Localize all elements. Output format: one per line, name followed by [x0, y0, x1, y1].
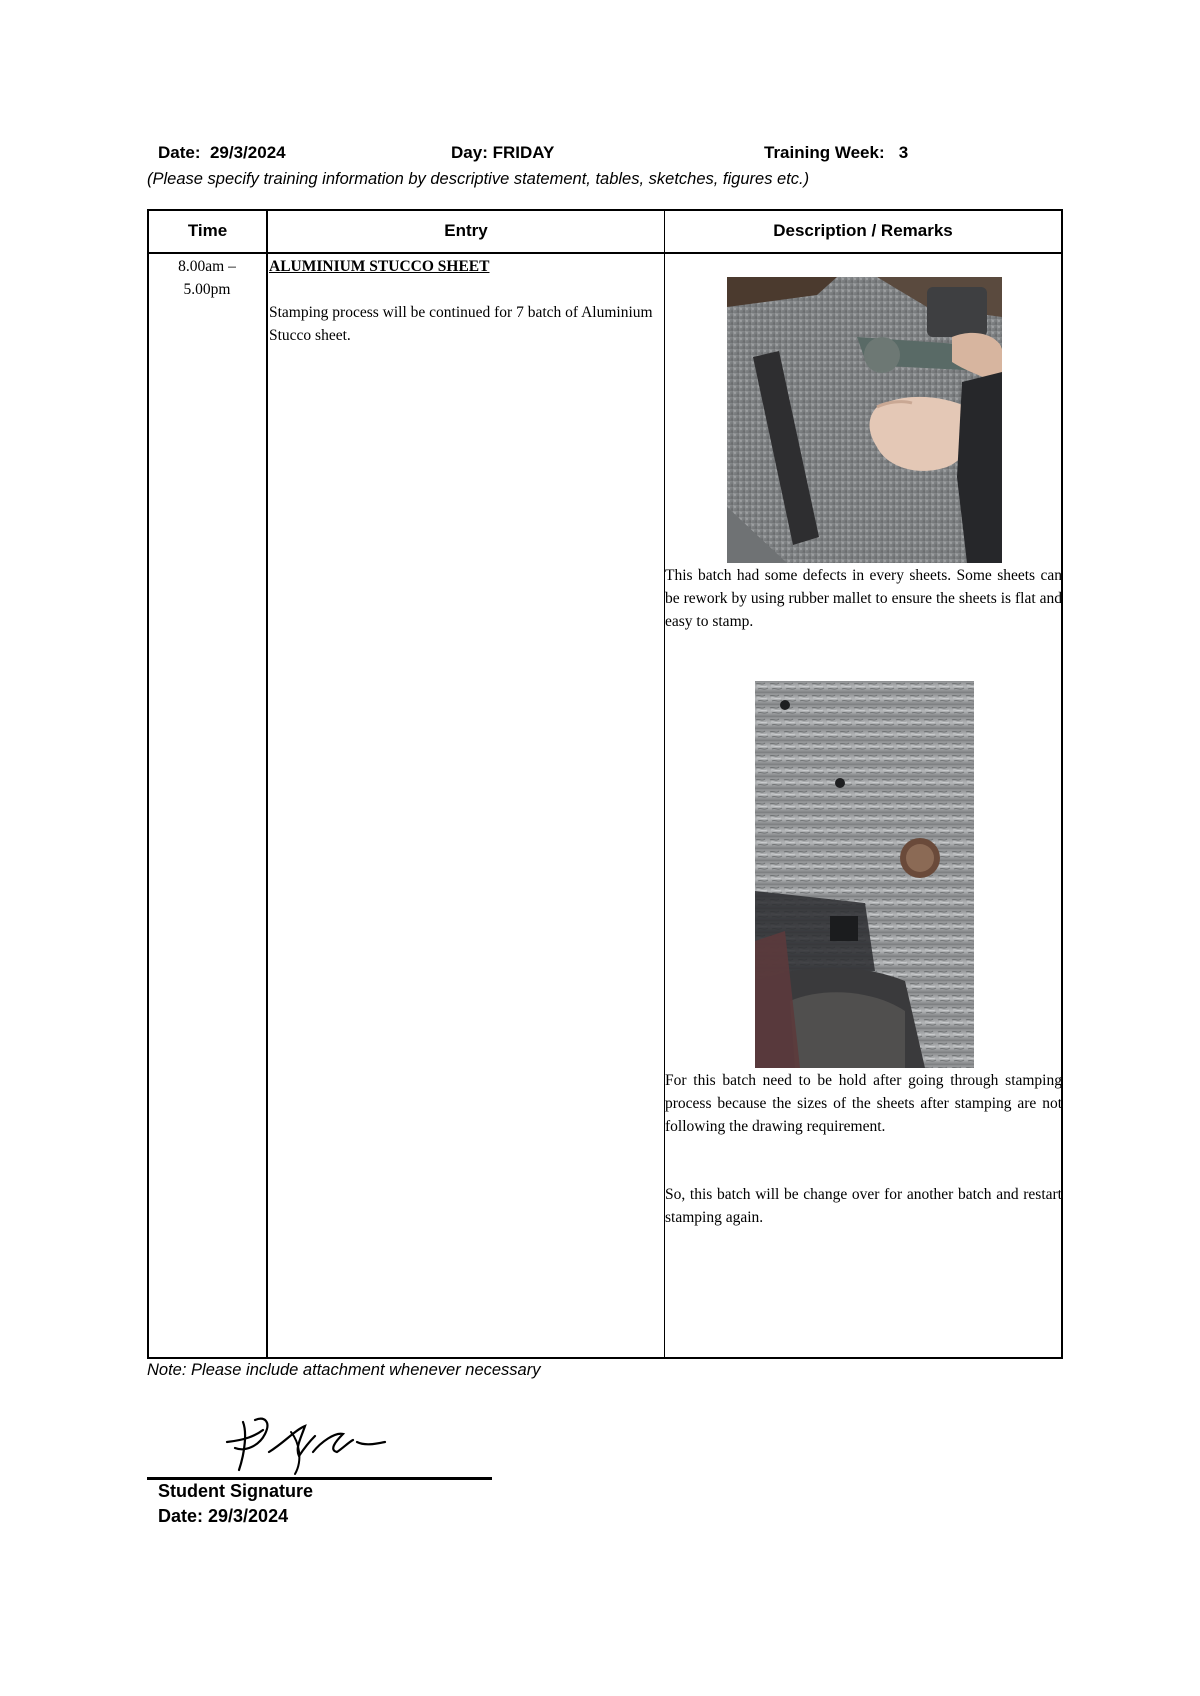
- photo-stamping-sheet-image: [727, 277, 1002, 563]
- training-week-field: Training Week: 3: [764, 143, 909, 162]
- instruction-text: (Please specify training information by descriptive statement, tables, sketches, figures etc.): [147, 170, 810, 188]
- time-end: 5.00pm: [183, 281, 231, 298]
- photo-stamped-sheet-image: [755, 681, 974, 1068]
- training-week-value: 3: [898, 143, 909, 162]
- column-header-time: Time: [187, 221, 228, 240]
- entry-title: ALUMINIUM STUCCO SHEET: [269, 258, 490, 275]
- day-field: Day: FRIDAY: [451, 143, 555, 162]
- photo-stamped-sheet-closeup: [755, 681, 974, 1068]
- date-label: Date: [158, 143, 195, 162]
- remark-change-over: So, this batch will be change over for another batch and restart stamping again.: [665, 1186, 1062, 1226]
- photo-stamping-sheet: [727, 277, 1002, 563]
- date-value: 29/3/2024: [209, 143, 286, 162]
- column-header-entry: Entry: [444, 221, 488, 240]
- time-cell: [153, 255, 261, 301]
- header-divider: [149, 252, 1061, 254]
- time-start: 8.00am –: [178, 258, 236, 275]
- training-log-table: [147, 209, 1063, 1359]
- entry-cell: [269, 255, 665, 347]
- day-value: FRIDAY: [492, 143, 555, 162]
- signature-line: [147, 1477, 492, 1480]
- entry-text: Stamping process will be continued for 7 batch of Aluminium Stucco sheet.: [269, 304, 653, 344]
- day-label: Day: [451, 143, 483, 162]
- attachment-note: Note: Please include attachment whenever necessary: [147, 1361, 541, 1379]
- signature-label: Student Signature: [158, 1481, 314, 1501]
- signature-date: Date: 29/3/2024: [158, 1506, 289, 1526]
- date-field: Date: 29/3/2024: [158, 143, 286, 162]
- remark-hold-batch: For this batch need to be hold after going through stamping process because the sizes of the sheets after stamping are not following the drawing requirement.: [665, 1072, 1062, 1135]
- column-header-remarks: Description / Remarks: [773, 221, 953, 240]
- student-signature-image: [225, 1412, 395, 1480]
- training-week-label: Training Week: [764, 143, 879, 162]
- column-divider: [266, 211, 268, 1357]
- remark-defects: This batch had some defects in every sheets. Some sheets can be rework by using rubber mallet to ensure the sheets is flat and easy to stamp.: [665, 567, 1062, 630]
